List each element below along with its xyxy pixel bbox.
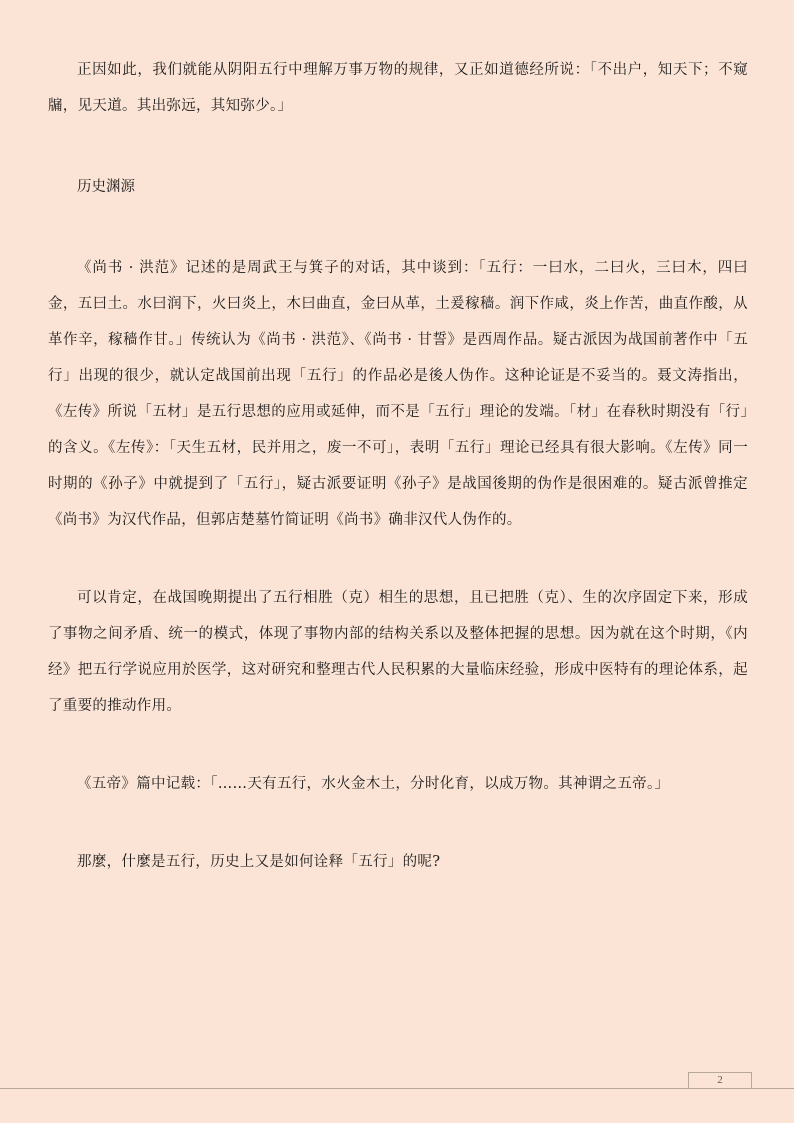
page-number: 2 <box>688 1072 752 1088</box>
paragraph-question: 那麼，什麼是五行，历史上又是如何诠释「五行」的呢? <box>77 854 441 870</box>
paragraph-warring-states: 可以肯定，在战国晚期提出了五行相胜（克）相生的思想，且已把胜（克）、生的次序固定下来，形成了事物之间矛盾、统一的模式，体现了事物内部的结构关系以及整体把握的思想。因为就在这个时期，《内经》把五行学说应用於医学，这对研究和整理古代人民积累的大量临床经验，形成中医特有的理论体系，起了重要的推动作用。 <box>48 590 748 714</box>
spacer <box>48 802 748 844</box>
paragraph-intro: 正因如此，我们就能从阴阳五行中理解万事万物的规律，又正如道德经所说：「不出户，知天下；不窥牖，见天道。其出弥远，其知弥少。」 <box>48 62 748 114</box>
footer-divider <box>0 1088 794 1089</box>
spacer <box>48 124 748 169</box>
spacer <box>48 205 748 250</box>
document-body <box>48 52 748 880</box>
section-heading: 历史渊源 <box>77 179 135 195</box>
paragraph-history: 《尚书 · 洪范》记述的是周武王与箕子的对话，其中谈到：「五行：一曰水，二曰火，三曰木，四曰金，五曰土。水曰润下，火曰炎上，木曰曲直，金曰从革，土爰稼穑。润下作咸，炎上作苦，曲直作酸，从革作辛，稼穑作甘。」传统认为《尚书 · 洪范》、《尚书 · 甘誓》是西周作品。疑古派因为战国前著作中「五行」出现的很少，就认定战国前出现「五行」的作品必是後人伪作。这种论证是不妥当的。聂文涛指出，《左传》所说「五材」是五行思想的应用或延伸，而不是「五行」理论的发端。「材」在春秋时期没有「行」的含义。《左传》：「天生五材，民并用之，废一不可」，表明「五行」理论已经具有很大影响。《左传》同一时期的《孙子》中就提到了「五行」，疑古派要证明《孙子》是战国後期的伪作是很困难的。疑古派曾推定《尚书》为汉代作品，但郭店楚墓竹简证明《尚书》确非汉代人伪作的。 <box>48 260 748 528</box>
paragraph-wudi-quote: 《五帝》篇中记载：「……天有五行，水火金木土，分时化育，以成万物。其神谓之五帝。」 <box>77 776 670 792</box>
spacer <box>48 724 748 766</box>
spacer <box>48 538 748 580</box>
